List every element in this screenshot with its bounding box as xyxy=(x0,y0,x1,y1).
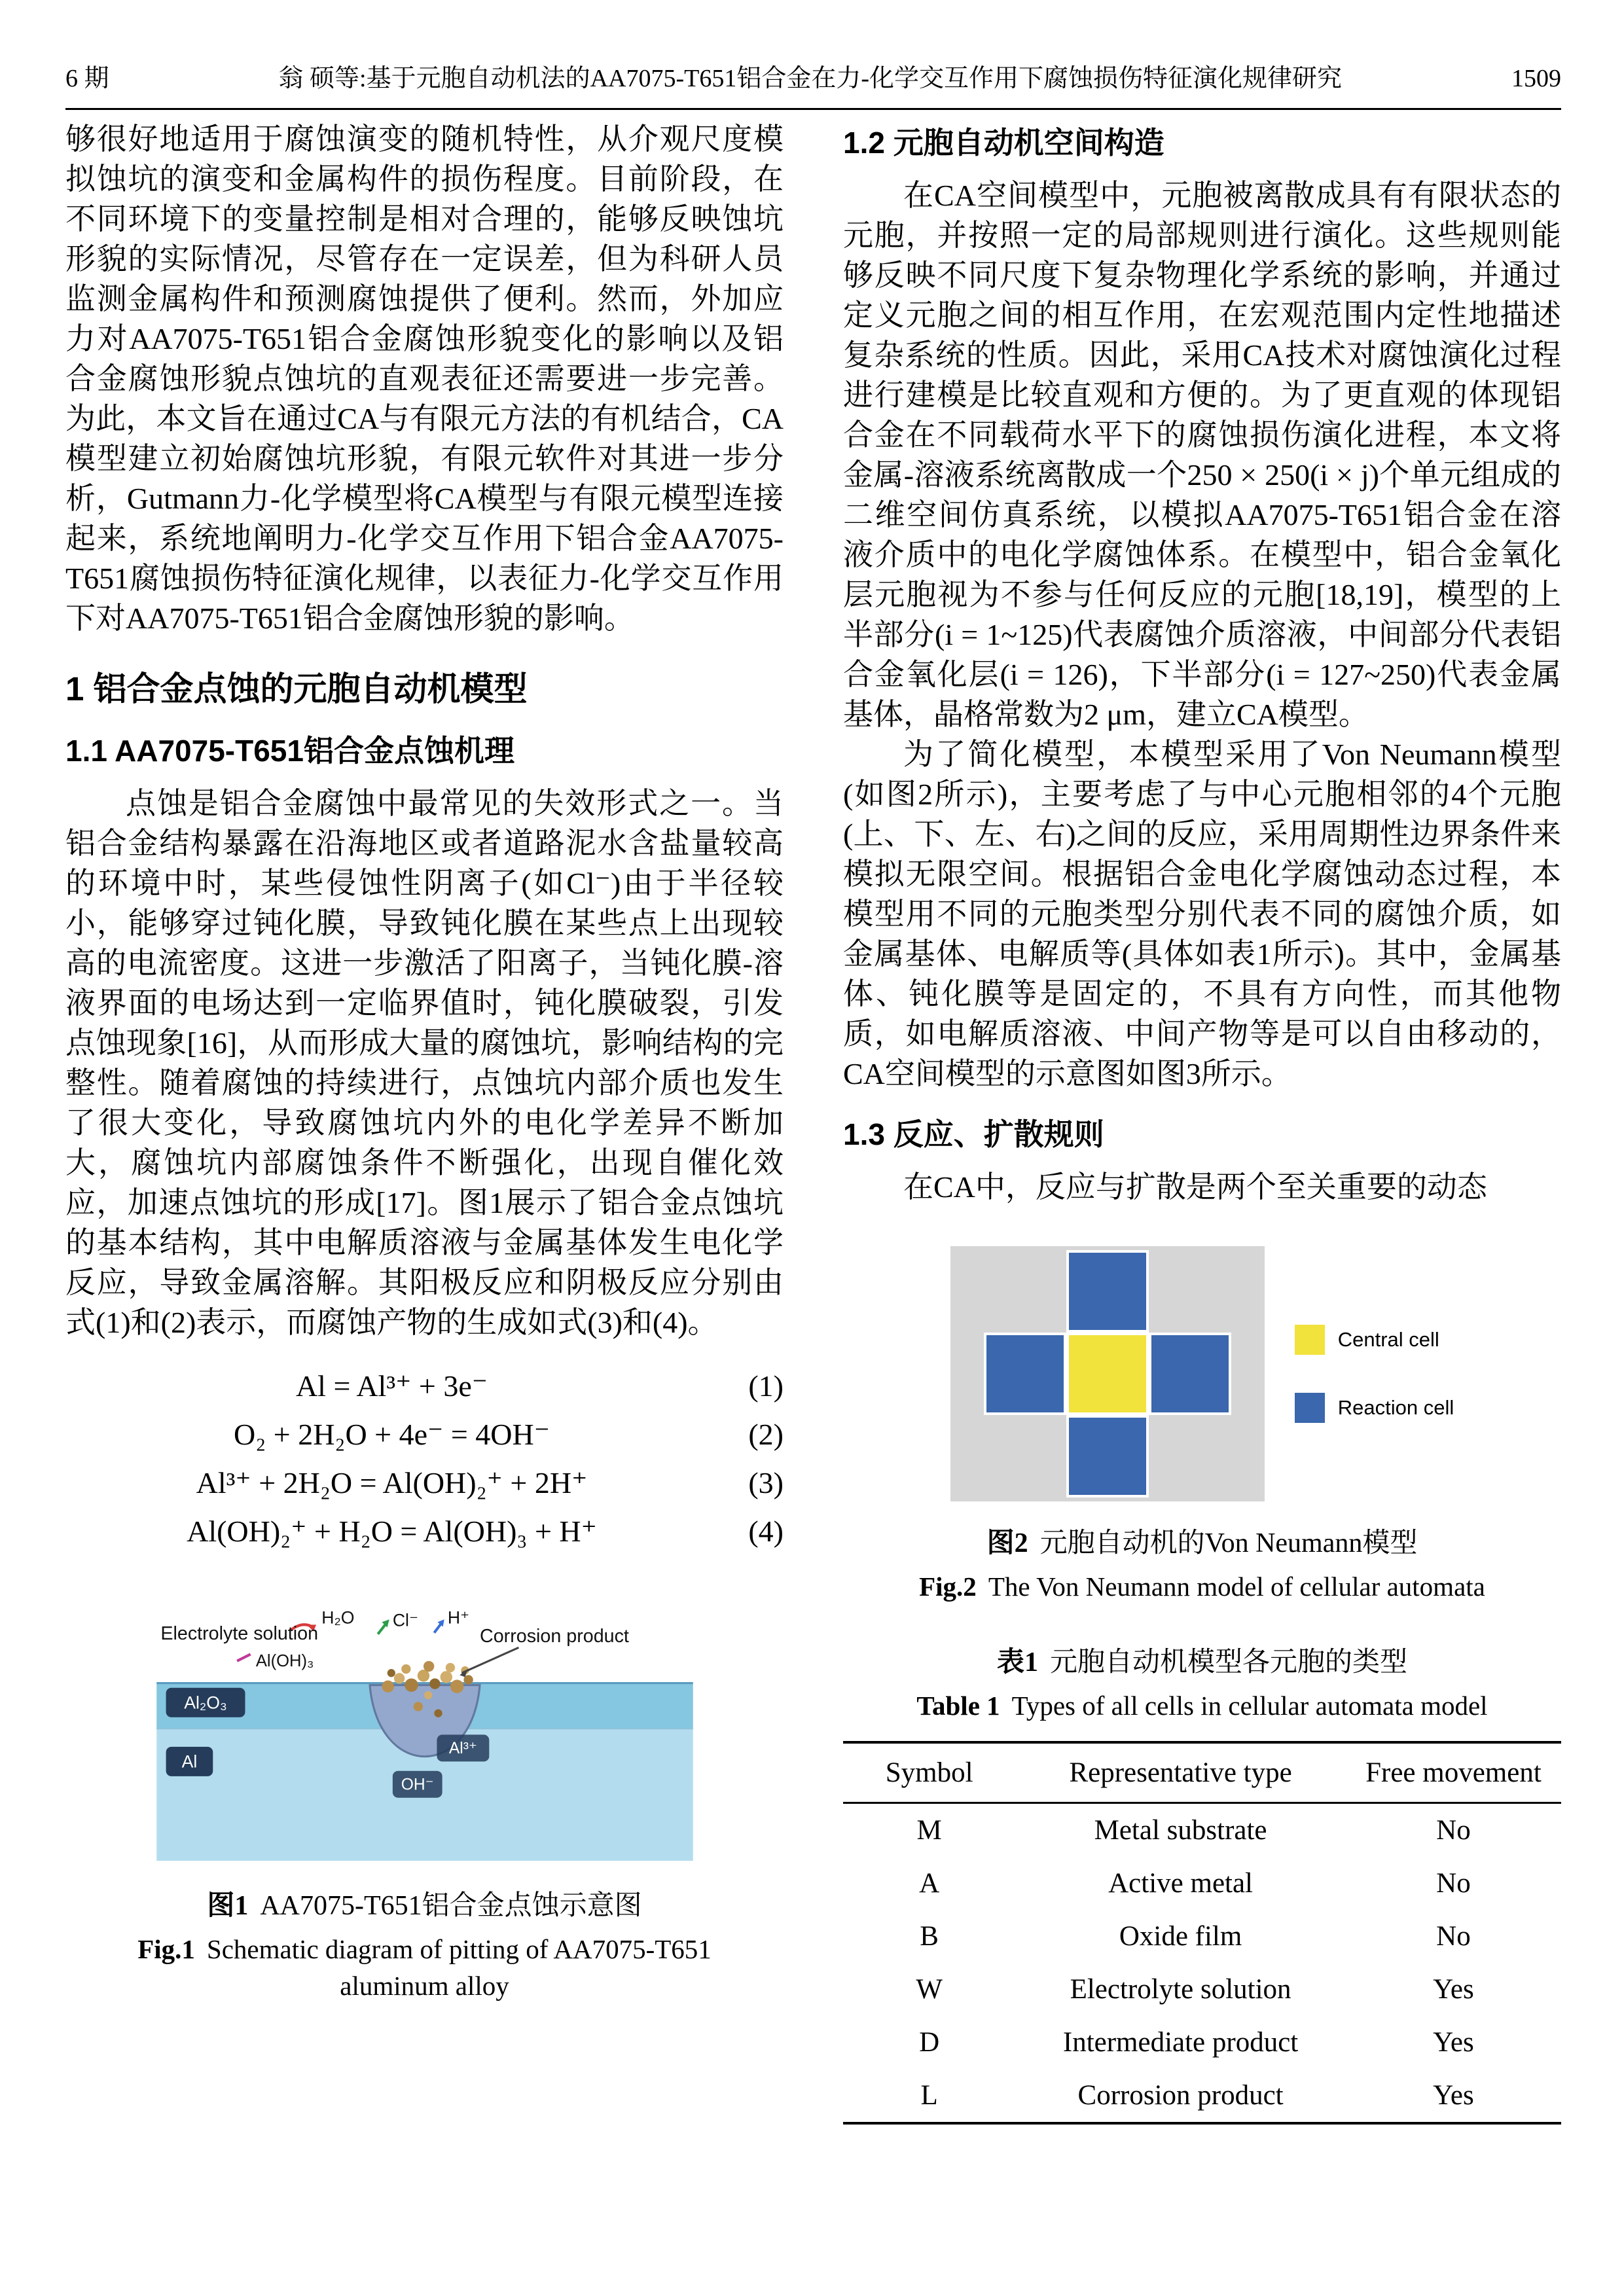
equation-4 xyxy=(65,1507,784,1556)
electrolyte-solution-label: Electrolyte solution xyxy=(160,1623,318,1644)
equation-4-number: (4) xyxy=(748,1515,784,1548)
col-header-movement: Free movement xyxy=(1346,1742,1561,1803)
ca-space-paragraph: 在CA空间模型中，元胞被离散成具有有限状态的元胞，并按照一定的局部规则进行演化。这些规则能够反映不同尺度下复杂物理化学系统的影响，并通过定义元胞之间的相互作用，在宏观范围内定性地描述复杂系统的性质。因此，采用CA技术对腐蚀演化过程进行建模是比较直观和方便的。为了更直观的体现铝合金在不同载荷水平下的腐蚀损伤演化进程，本文将金属-溶液系统离散成一个250 × 250(i × j)个单元组成的二维空间仿真系统，以模拟AA7075-T651铝合金在溶液介质中的电化学腐蚀体系。在模型中，铝合金氧化层元胞视为不参与任何反应的元胞[18,19]，模型的上半部分(i = 1~125)代表腐蚀介质溶液，中间部分代表铝合金氧化层(i = 126)，下半部分(i = 127~250)代表金属基体，晶格常数为2 μm，建立CA模型。 xyxy=(843,179,1561,731)
content-columns xyxy=(65,119,1561,2125)
pitting-schematic xyxy=(156,1586,693,1861)
cell-movement: Yes xyxy=(1433,1974,1474,2005)
aloh3-label: Al(OH)₃ xyxy=(255,1651,314,1670)
equation-1 xyxy=(65,1362,784,1410)
reaction-cell-left xyxy=(984,1333,1066,1415)
table-row xyxy=(843,1803,1561,1857)
equation-block xyxy=(65,1362,784,1556)
table-1-caption-zh-text: 元胞自动机模型各元胞的类型 xyxy=(1050,1647,1408,1677)
cl-label: Cl⁻ xyxy=(392,1610,418,1630)
legend-central-label: Central cell xyxy=(1337,1328,1439,1351)
cell-movement: No xyxy=(1436,1868,1471,1899)
figure-1-caption-en-text: Schematic diagram of pitting of AA7075-T651 aluminum alloy xyxy=(206,1934,712,2001)
legend-item-central xyxy=(1295,1325,1454,1355)
figure-2-legend xyxy=(1295,1325,1454,1423)
al-label: Al xyxy=(181,1751,197,1772)
table-1-caption-en-label: Table 1 xyxy=(916,1691,1000,1721)
figure-1-caption-en xyxy=(104,1931,746,2004)
table-row xyxy=(843,1910,1561,1963)
equation-1-number: (1) xyxy=(748,1369,784,1403)
page-number: 1509 xyxy=(1511,65,1561,92)
al2o3-label: Al₂O₃ xyxy=(183,1693,227,1713)
cell-symbol: M xyxy=(916,1815,942,1846)
cell-symbol: W xyxy=(916,1974,943,2005)
figure-2-caption-en-label: Fig.2 xyxy=(919,1571,977,1602)
cell-type: Corrosion product xyxy=(1077,2080,1284,2111)
cell-types-table xyxy=(843,1741,1561,2125)
cell-movement: Yes xyxy=(1433,2027,1474,2058)
cell-symbol: B xyxy=(920,1921,939,1952)
figure-2 xyxy=(843,1246,1561,1501)
figure-2-caption-zh-label: 图2 xyxy=(986,1528,1028,1558)
equation-3-body: Al³⁺ + 2H₂O = Al(OH)₂⁺ + 2H⁺ xyxy=(196,1466,588,1499)
figure-2-caption-zh xyxy=(843,1521,1561,1560)
figure-1-caption-zh-label: 图1 xyxy=(207,1891,249,1921)
table-row xyxy=(843,2016,1561,2069)
cell-movement: No xyxy=(1436,1815,1471,1846)
figure-2-caption-en xyxy=(843,1568,1561,1605)
reaction-cell-right xyxy=(1149,1333,1231,1415)
cell-movement: Yes xyxy=(1433,2080,1474,2111)
figure-2-caption-zh-text: 元胞自动机的Von Neumann模型 xyxy=(1039,1528,1418,1558)
equation-3-number: (3) xyxy=(748,1466,784,1499)
figure-2-caption-en-text: The Von Neumann model of cellular automata xyxy=(988,1571,1485,1602)
al3-ion-label: Al³⁺ xyxy=(448,1740,477,1758)
section-1-3-heading: 1.3 反应、扩散规则 xyxy=(843,1117,1104,1151)
table-1-caption-en xyxy=(843,1687,1561,1724)
h-label: H⁺ xyxy=(447,1607,469,1628)
left-column xyxy=(65,119,784,2125)
central-cell-swatch-icon xyxy=(1295,1325,1325,1355)
table-row xyxy=(843,1857,1561,1910)
table-row xyxy=(843,2069,1561,2123)
table-1-block xyxy=(843,1640,1561,2125)
h2o-label: H₂O xyxy=(321,1607,355,1628)
cell-type: Intermediate product xyxy=(1062,2027,1299,2058)
col-header-type: Representative type xyxy=(1015,1742,1346,1803)
table-1-caption-en-text: Types of all cells in cellular automata model xyxy=(1011,1691,1488,1721)
table-header-row xyxy=(843,1742,1561,1803)
table-1-caption-zh xyxy=(843,1640,1561,1679)
equation-1-body: Al = Al³⁺ + 3e⁻ xyxy=(295,1369,488,1403)
cell-type: Metal substrate xyxy=(1094,1815,1267,1846)
central-cell xyxy=(1066,1333,1149,1415)
figure-1 xyxy=(156,1586,693,1864)
cell-type: Electrolyte solution xyxy=(1070,1974,1291,2005)
equation-3 xyxy=(65,1459,784,1507)
reaction-cell-top xyxy=(1066,1250,1149,1333)
von-neumann-paragraph: 为了简化模型，本模型采用了Von Neumann模型(如图2所示)，主要考虑了与中心元胞相邻的4个元胞(上、下、左、右)之间的反应，采用周期性边界条件来模拟无限空间。根据铝合金电化学腐蚀动态过程，本模型用不同的元胞类型分别代表不同的腐蚀介质，如金属基体、电解质等(具体如表1所示)。其中，金属基体、钝化膜等是固定的，不具有方向性，而其他物质，如电解质溶液、中间产物等是可以自由移动的，CA空间模型的示意图如图3所示。 xyxy=(843,738,1561,1090)
cell-symbol: A xyxy=(919,1868,940,1899)
cell-type: Oxide film xyxy=(1119,1921,1242,1952)
continued-paragraph: 够很好地适用于腐蚀演变的随机特性，从介观尺度模拟蚀坑的演变和金属构件的损伤程度。目前阶段，在不同环境下的变量控制是相对合理的，能够反映蚀坑形貌的实际情况，尽管存在一定误差，但为科研人员监测金属构件和预测腐蚀提供了便利。然而，外加应力对AA7075-T651铝合金腐蚀形貌变化的影响以及铝合金腐蚀形貌点蚀坑的直观表征还需要进一步完善。为此，本文旨在通过CA与有限元方法的有机结合，CA模型建立初始腐蚀坑形貌，有限元软件对其进一步分析，Gutmann力-化学模型将CA模型与有限元模型连接起来，系统地阐明力-化学交互作用下铝合金AA7075-T651腐蚀损伤特征演化规律，以表征力-化学交互作用下对AA7075-T651铝合金腐蚀形貌的影响。 xyxy=(65,122,784,635)
reaction-diffusion-paragraph: 在CA中，反应与扩散是两个至关重要的动态 xyxy=(903,1170,1487,1204)
figure-1-caption-zh-text: AA7075-T651铝合金点蚀示意图 xyxy=(260,1891,642,1921)
reaction-cell-swatch-icon xyxy=(1295,1393,1325,1423)
table-row xyxy=(843,1963,1561,2016)
oh-ion-label: OH⁻ xyxy=(401,1776,434,1794)
section-1-2-heading: 1.2 元胞自动机空间构造 xyxy=(843,126,1164,160)
equation-2-body: O₂ + 2H₂O + 4e⁻ = 4OH⁻ xyxy=(234,1418,550,1451)
cell-symbol: L xyxy=(920,2080,938,2111)
cell-type: Active metal xyxy=(1108,1868,1254,1899)
equation-2 xyxy=(65,1410,784,1459)
page-header xyxy=(65,58,1561,110)
running-title: 翁 硕等:基于元胞自动机法的AA7075-T651铝合金在力-化学交互作用下腐蚀损伤特征演化规律研究 xyxy=(278,65,1342,92)
cell-symbol: D xyxy=(919,2027,940,2058)
legend-item-reaction xyxy=(1295,1393,1454,1423)
col-header-symbol: Symbol xyxy=(843,1742,1015,1803)
right-column xyxy=(843,119,1561,2125)
figure-1-caption-zh xyxy=(65,1884,784,1923)
cell-movement: No xyxy=(1436,1921,1471,1952)
equation-4-body: Al(OH)₂⁺ + H₂O = Al(OH)₃ + H⁺ xyxy=(187,1515,597,1548)
corrosion-product-label: Corrosion product xyxy=(479,1626,629,1647)
figure-1-caption-en-label: Fig.1 xyxy=(137,1934,195,1964)
section-1-1-heading: 1.1 AA7075-T651铝合金点蚀机理 xyxy=(65,734,514,768)
pitting-mechanism-paragraph: 点蚀是铝合金腐蚀中最常见的失效形式之一。当铝合金结构暴露在沿海地区或者道路泥水含盐量较高的环境中时，某些侵蚀性阴离子(如Cl⁻)由于半径较小，能够穿过钝化膜，导致钝化膜在某些点上出现较高的电流密度。这进一步激活了阳离子，当钝化膜-溶液界面的电场达到一定临界值时，钝化膜破裂，引发点蚀现象[16]，从而形成大量的腐蚀坑，影响结构的完整性。随着腐蚀的持续进行，点蚀坑内部介质也发生了很大变化，导致腐蚀坑内外的电化学差异不断加大，腐蚀坑内部腐蚀条件不断强化，出现自催化效应，加速点蚀坑的形成[17]。图1展示了铝合金点蚀坑的基本结构，其中电解质溶液与金属基体发生电化学反应，导致金属溶解。其阳极反应和阴极反应分别由式(1)和(2)表示，而腐蚀产物的生成如式(3)和(4)。 xyxy=(65,787,784,1339)
table-1-caption-zh-label: 表1 xyxy=(996,1647,1038,1677)
reaction-cell-bottom xyxy=(1066,1415,1149,1498)
von-neumann-grid xyxy=(950,1246,1265,1501)
section-1-heading: 1 铝合金点蚀的元胞自动机模型 xyxy=(65,670,528,708)
equation-2-number: (2) xyxy=(748,1418,784,1451)
journal-issue: 6 期 xyxy=(65,65,109,92)
legend-reaction-label: Reaction cell xyxy=(1337,1396,1454,1419)
